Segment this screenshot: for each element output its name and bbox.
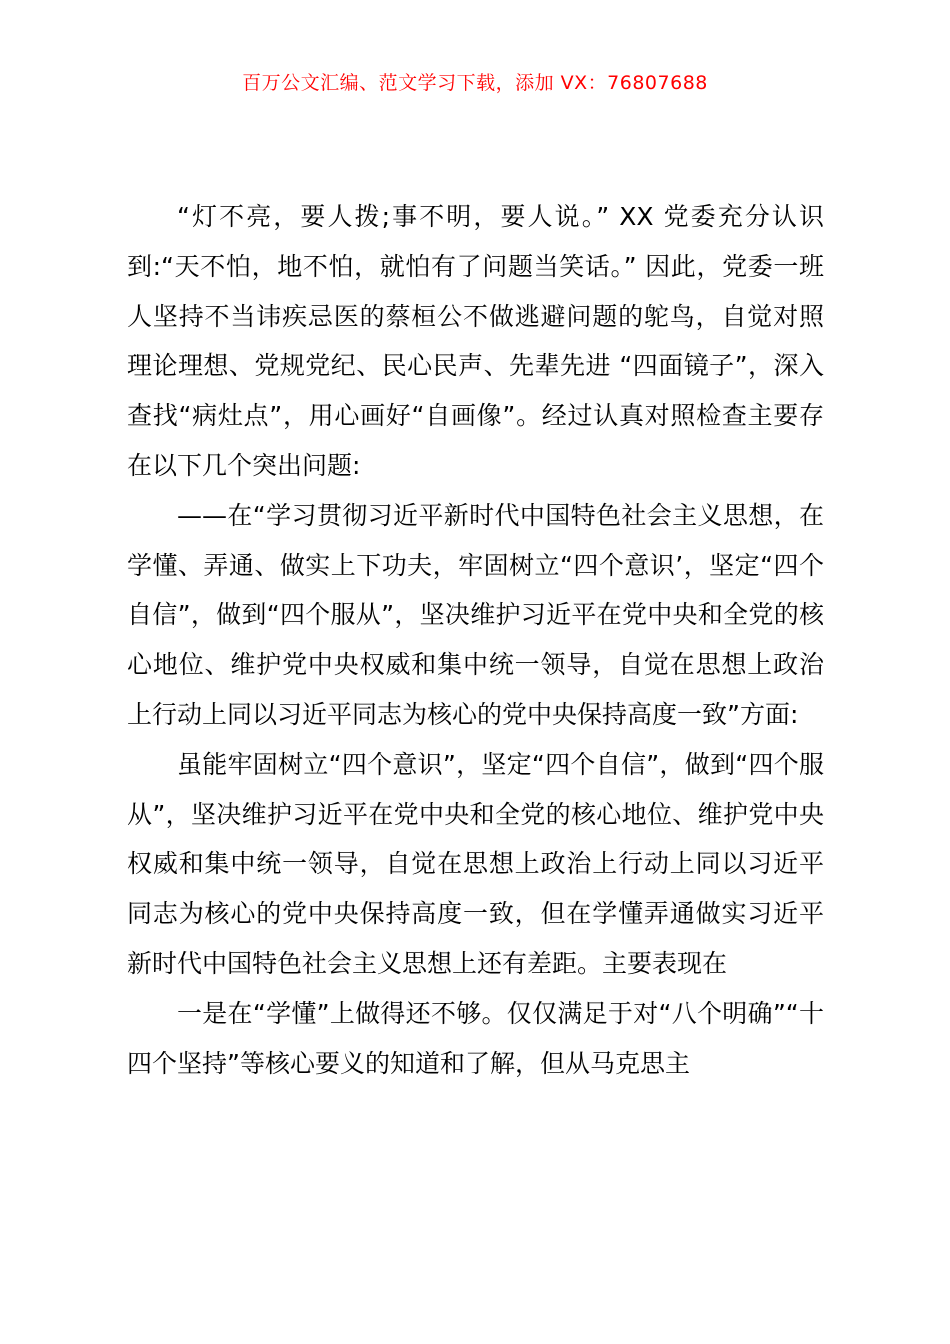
paragraph-section-heading: ——在“学习贯彻习近平新时代中国特色社会主义思想，在学懂、弄通、做实上下功夫，牢固树立“四个意识’，坚定“四个自信”，做到“四个服从”，坚决维护习近平在党中央和全党的核心地位、维护党中央权威和集中统一领导，自觉在思想上政治上行动上同以习近平同志为核心的党中央保持高度一致”方面: — [127, 500, 824, 729]
watermark-banner: 百万公文汇编、范文学习下载，添加 VX：76807688 — [242, 72, 708, 94]
paragraph-summary: 虽能牢固树立“四个意识”，坚定“四个自信”，做到“四个服从”，坚决维护习近平在党中央和全党的核心地位、维护党中央权威和集中统一领导，自觉在思想上政治上行动上同以习近平同志为核心的党中央保持高度一致，但在学懂弄通做实习近平新时代中国特色社会主义思想上还有差距。主要表现在 — [127, 749, 824, 978]
document-body — [127, 192, 824, 1088]
paragraph-intro: “灯不亮，要人拨;事不明，要人说。” XX 党委充分认识到:“天不怕，地不怕，就怕有了问题当笑话。” 因此，党委一班人坚持不当讳疾忌医的蔡桓公不做逃避问题的鸵鸟，自觉对照理论理想、党规党纪、民心民声、先辈先进 “四面镜子”，深入查找“病灶点”，用心画好“自画像”。经过认真对照检查主要存在以下几个突出问题: — [127, 202, 824, 480]
paragraph-point-one: 一是在“学懂”上做得还不够。仅仅满足于对“八个明确”“十四个坚持”等核心要义的知道和了解，但从马克思主 — [127, 998, 824, 1078]
